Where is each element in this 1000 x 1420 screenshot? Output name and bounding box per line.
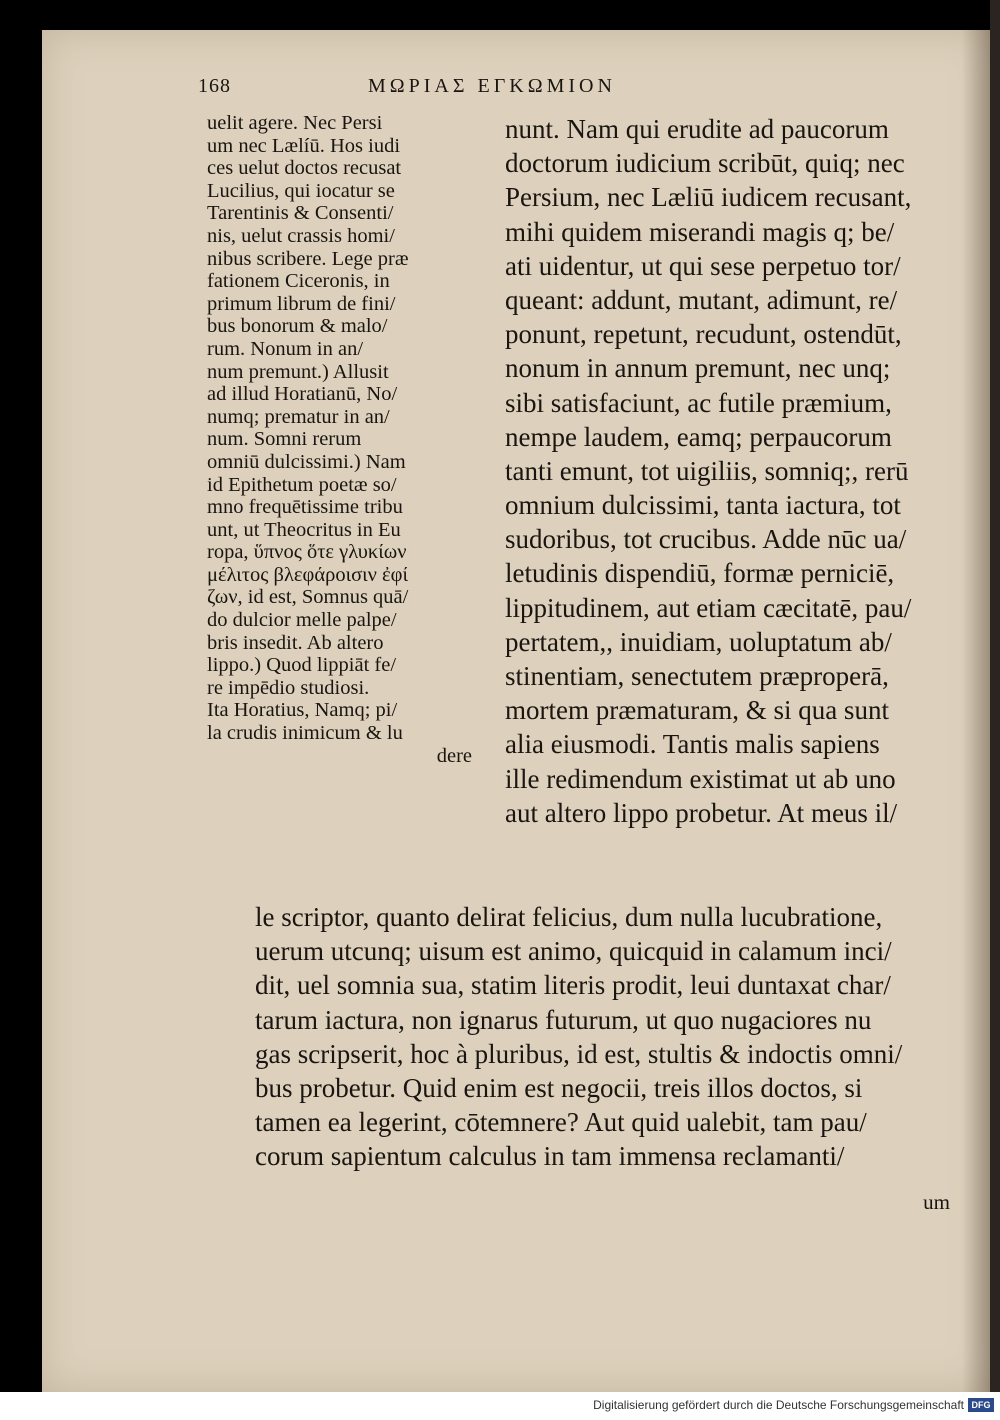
- full-text-line: corum sapientum calculus in tam immensa reclamanti/: [255, 1141, 845, 1172]
- margin-commentary: [207, 112, 472, 767]
- margin-note-line: Ita Horatius, Namq; pi/: [207, 699, 398, 722]
- margin-note-line: la crudis inimicum & lu: [207, 722, 403, 745]
- main-text-line: letudinis dispendiū, formæ perniciē,: [505, 558, 895, 589]
- full-text-line: gas scripserit, hoc à pluribus, id est, stultis & indoctis omni/: [255, 1038, 903, 1069]
- margin-note-line: nis, uelut crassis homi/: [207, 224, 395, 247]
- margin-note-line: μέλιτος βλεφάροισιν ἐφί: [207, 563, 408, 586]
- main-text-line: alia eiusmodi. Tantis malis sapiens: [505, 729, 880, 760]
- footer-bar: [0, 1392, 1000, 1420]
- main-text-line: mihi quidem miserandi magis q; be/: [505, 216, 895, 247]
- margin-note-line: primum librum de fini/: [207, 292, 396, 315]
- main-text-line: nonum in annum premunt, nec unq;: [505, 353, 891, 384]
- margin-note-line: ad illud Horatianū, No/: [207, 383, 398, 406]
- full-text-line: le scriptor, quanto delirat felicius, dum nulla lucubratione,: [255, 902, 883, 932]
- main-text-line: Persium, nec Læliū iudicem recusant,: [505, 182, 912, 213]
- main-text-line: stinentiam, senectutem præproperā,: [505, 661, 889, 691]
- main-text-line: mortem præmaturam, & si qua sunt: [505, 695, 889, 726]
- margin-note-line: fationem Ciceronis, in: [207, 270, 390, 293]
- digitization-credit: Digitalisierung gefördert durch die Deutsche Forschungsgemeinschaft: [593, 1398, 964, 1412]
- margin-note-line: num premunt.) Allusit: [207, 360, 389, 383]
- main-text-line: ille redimendum existimat ut ab uno: [505, 763, 896, 794]
- margin-note-line: Lucilius, qui iocatur se: [207, 179, 395, 202]
- margin-note-line: numq; prematur in an/: [207, 405, 390, 428]
- margin-note-line: lippo.) Quod lippiāt fe/: [207, 654, 397, 677]
- main-text-line: sibi satisfaciunt, ac futile præmium,: [505, 387, 892, 418]
- margin-note-line: do dulcior melle palpe/: [207, 609, 397, 632]
- margin-note-line: bris insedit. Ab altero: [207, 631, 384, 654]
- margin-note-line: num. Somni rerum: [207, 428, 362, 451]
- full-text-line: bus probetur. Quid enim est negocii, treis illos doctos, si: [255, 1072, 863, 1103]
- margin-note-line: id Epithetum poetæ so/: [207, 473, 397, 496]
- main-text-line: nempe laudem, eamq; perpaucorum: [505, 421, 892, 452]
- main-text-line: queant: addunt, mutant, adimunt, re/: [505, 284, 898, 315]
- margin-note-line: nibus scribere. Lege præ: [207, 247, 409, 270]
- margin-note-line: ces uelut doctos recusat: [207, 157, 402, 180]
- margin-note-line: dere: [436, 744, 472, 767]
- full-text-line: tarum iactura, non ignarus futurum, ut quo nugaciores nu: [255, 1004, 872, 1035]
- full-width-text: [255, 900, 965, 1174]
- margin-note-line: mno frequētissime tribu: [207, 496, 403, 519]
- full-text-line: uerum utcunq; uisum est animo, quicquid in calamum inci/: [255, 936, 892, 967]
- margin-note-line: um nec Lælíū. Hos iudi: [207, 134, 401, 157]
- main-text-line: tanti emunt, tot uigiliis, somniq;, rerū: [505, 455, 909, 486]
- main-text-line: pertatem,, inuidiam, uoluptatum ab/: [505, 626, 892, 657]
- full-text-line: tamen ea legerint, cōtemnere? Aut quid ualebit, tam pau/: [255, 1107, 867, 1138]
- catchword: um: [923, 1190, 950, 1214]
- margin-note-line: unt, ut Theocritus in Eu: [207, 518, 401, 541]
- main-text-line: omnium dulcissimi, tanta iactura, tot: [505, 490, 901, 521]
- full-text-line: dit, uel somnia sua, statim literis prodit, leui duntaxat char/: [255, 970, 891, 1001]
- running-title: ΜΩΡΙΑΣ ΕΓΚΩΜΙΟΝ: [368, 75, 616, 97]
- margin-note-line: rum. Nonum in an/: [207, 337, 364, 360]
- main-text-line: doctorum iudicium scribūt, quiq; nec: [505, 148, 905, 179]
- margin-note-line: uelit agere. Nec Persi: [207, 112, 383, 134]
- page-gutter-shadow: [962, 30, 990, 1392]
- page-header: [198, 75, 758, 105]
- main-text-line: aut altero lippo probetur. At meus il/: [505, 797, 898, 828]
- margin-note-line: bus bonorum & malo/: [207, 315, 388, 338]
- margin-note-line: re impēdio studiosi.: [207, 676, 370, 699]
- dfg-logo: DFG: [968, 1398, 994, 1412]
- page-number: 168: [198, 75, 231, 97]
- margin-note-line: ropa, ὕπνος ὅτε γλυκίων: [207, 541, 407, 564]
- margin-note-line: omniū dulcissimi.) Nam: [207, 450, 406, 473]
- margin-note-line: ζων, id est, Somnus quā/: [207, 586, 409, 609]
- main-text-line: nunt. Nam qui erudite ad paucorum: [505, 114, 889, 144]
- main-text-line: ponunt, repetunt, recudunt, ostendūt,: [505, 319, 902, 350]
- main-text-column: [505, 112, 965, 830]
- main-text-line: ati uidentur, ut qui sese perpetuo tor/: [505, 250, 901, 281]
- main-text-line: sudoribus, tot crucibus. Adde nūc ua/: [505, 524, 907, 555]
- margin-note-line: Tarentinis & Consenti/: [207, 202, 394, 225]
- cover-edge: [990, 0, 1000, 1392]
- main-text-line: lippitudinem, aut etiam cæcitatē, pau/: [505, 592, 912, 623]
